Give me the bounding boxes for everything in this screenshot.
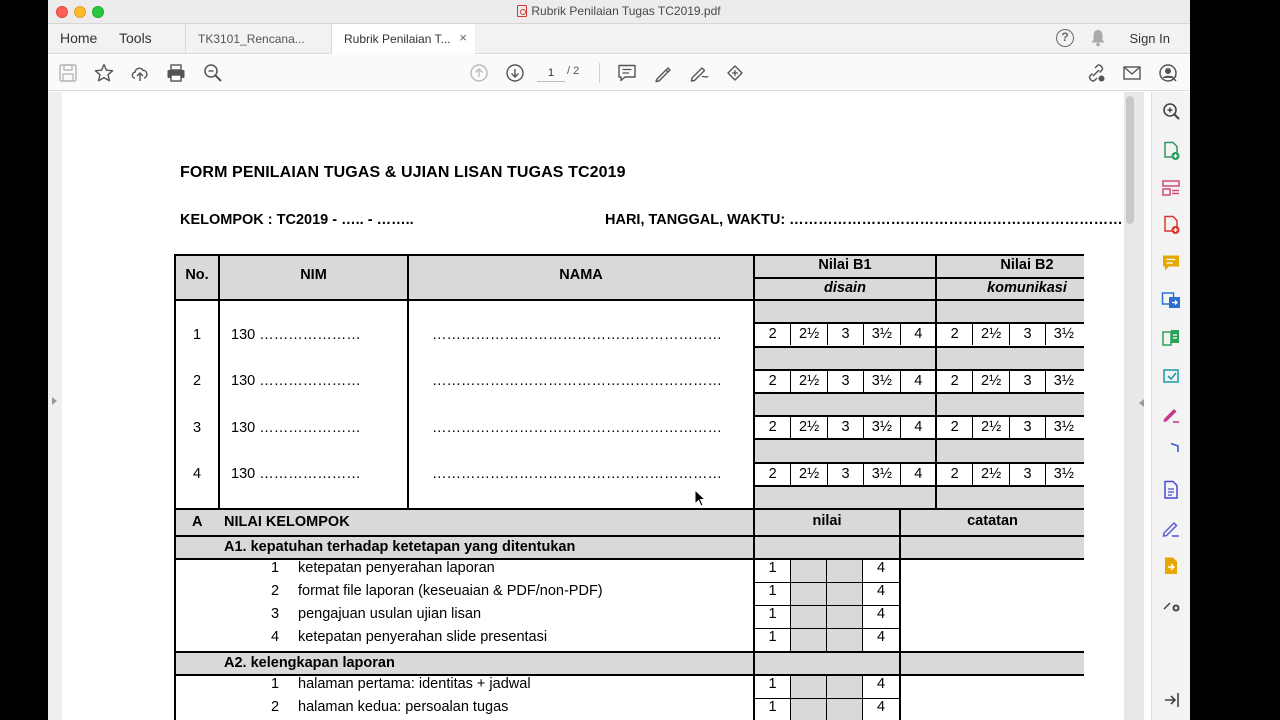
score-option-b2: 2 [936,416,972,438]
rule [174,535,1084,537]
share-link-icon[interactable] [1085,62,1107,84]
score-option-b2: 2½ [972,416,1008,438]
item-number: 1 [270,560,280,576]
item-max-score: 4 [876,699,886,715]
highlight-pen-icon[interactable] [652,62,674,84]
header-nim: NIM [300,267,327,283]
score-band [754,300,1084,322]
score-option-b1: 3½ [863,463,899,485]
item-max-score: 4 [876,583,886,599]
help-icon[interactable]: ? [1056,29,1074,47]
combine-files-icon[interactable] [1160,289,1182,311]
score-option-b1: 3 [827,463,863,485]
item-min-score: 1 [768,629,777,645]
score-option-b1: 3 [827,323,863,345]
grading-table [174,254,1084,720]
rule [754,392,1084,394]
organize-pages-icon[interactable] [1160,177,1182,199]
pdf-icon[interactable] [1160,479,1182,501]
send-for-signature-icon[interactable] [1160,365,1182,387]
kelompok-field: KELOMPOK : TC2019 - ….. - …….. [180,212,414,228]
rule [174,254,176,720]
student-nama: …………………………………………………… [432,466,722,482]
acrobat-window [48,0,1190,720]
sign-icon[interactable] [1160,517,1182,539]
hari-tanggal-waktu-field: HARI, TANGGAL, WAKTU: …………………………………………………………… [605,212,1123,228]
score-option-b2: 2½ [972,323,1008,345]
tools-menu[interactable]: Tools [119,30,152,46]
tab-label: TK3101_Rencana... [198,32,305,46]
rule [174,299,1084,301]
more-tools-icon[interactable] [1160,592,1182,614]
score-option-b2: 2 [936,323,972,345]
item-text: pengajuan usulan ujian lisan [298,606,482,622]
zoom-icon[interactable] [1160,100,1182,122]
student-no: 3 [192,420,202,436]
student-nim: 130 ………………… [231,373,361,389]
a1-label: A1. kepatuhan terhadap ketetapan yang ditentukan [224,539,576,555]
score-option-b2: 3 [1009,416,1045,438]
account-icon[interactable] [1157,62,1179,84]
bell-icon[interactable] [1090,29,1106,52]
score-band [754,486,1084,509]
item-min-score: 1 [768,699,777,715]
header-nama: NAMA [559,267,603,283]
item-max-score: 4 [876,629,886,645]
score-option-b2: 3 [1009,323,1045,345]
item-number: 2 [270,583,280,599]
score-option-b1: 4 [900,416,936,438]
student-nama: …………………………………………………… [432,420,722,436]
score-option-b2: 2½ [972,463,1008,485]
item-number: 3 [270,606,280,622]
item-min-score: 1 [768,676,777,692]
item-text: halaman kedua: persoalan tugas [298,699,509,715]
item-min-score: 1 [768,583,777,599]
section-a-label: NILAI KELOMPOK [224,514,350,530]
draw-icon[interactable] [688,62,710,84]
student-nama: …………………………………………………… [432,327,722,343]
student-nama: …………………………………………………… [432,373,722,389]
home-menu[interactable]: Home [60,30,98,46]
rule [754,438,1084,440]
tab-rubrik[interactable] [331,24,475,54]
page-total: / 2 [567,65,580,77]
page-number-input[interactable]: 1 [537,64,565,82]
score-option-b1: 4 [900,463,936,485]
rule [218,254,220,510]
email-icon[interactable] [1121,62,1143,84]
create-pdf-icon[interactable] [1160,140,1182,162]
header-nilai-b2: Nilai B2 [1000,257,1054,273]
item-min-score: 1 [768,606,777,622]
rule [826,675,827,720]
student-no: 2 [192,373,202,389]
score-option-b1: 2½ [790,463,826,485]
sign-in-link[interactable]: Sign In [1129,31,1170,46]
document-viewer[interactable] [48,92,1144,720]
score-option-b1: 3 [827,370,863,392]
form-title: FORM PENILAIAN TUGAS & UJIAN LISAN TUGAS TC2019 [180,164,626,181]
score-option-b1: 2 [754,416,790,438]
vertical-scrollbar[interactable] [1126,96,1134,224]
score-option-b2: 3½ [1045,463,1081,485]
pdf-file-icon [517,5,527,17]
nilai-header: nilai [812,513,842,529]
rule [754,346,1084,348]
item-text: ketepatan penyerahan slide presentasi [298,629,548,645]
print-icon[interactable] [165,62,187,84]
student-no: 4 [192,466,202,482]
catatan-header: catatan [967,513,1018,529]
score-band [754,393,1084,416]
rule [174,651,1084,653]
item-number: 2 [270,699,280,715]
score-band [754,347,1084,370]
item-number: 1 [270,676,280,692]
score-option-b1: 2½ [790,370,826,392]
item-min-score: 1 [768,560,777,576]
score-option-b1: 2½ [790,416,826,438]
bookmark-star-icon[interactable] [93,62,115,84]
rule [754,485,1084,487]
page-up-icon[interactable] [468,62,490,84]
score-option-b2: 3 [1009,370,1045,392]
section-a-letter: A [192,514,203,530]
score-option-b2: 2 [936,463,972,485]
item-number: 4 [270,629,280,645]
item-max-score: 4 [876,606,886,622]
comment-icon[interactable] [616,62,638,84]
student-nim: 130 ………………… [231,466,361,482]
score-option-b1: 2 [754,370,790,392]
score-option-b1: 4 [900,370,936,392]
student-no: 1 [192,327,202,343]
score-option-b1: 2 [754,463,790,485]
score-option-b1: 3½ [863,323,899,345]
window-title [48,4,1190,18]
close-tab-icon[interactable]: × [459,30,467,45]
student-nim: 130 ………………… [231,420,361,436]
rule [826,559,827,651]
item-text: format file laporan (keseuaian & PDF/non-PDF) [298,583,603,599]
upload-icon[interactable] [129,62,151,84]
page-down-icon[interactable] [504,62,526,84]
zoom-search-icon[interactable] [202,62,224,84]
rule [174,508,1084,510]
rule [790,675,791,720]
item-max-score: 4 [876,560,886,576]
rule [899,510,901,720]
score-option-b1: 3½ [863,416,899,438]
protect-icon[interactable] [1160,441,1182,463]
score-band [754,439,1084,462]
rule [754,277,1084,279]
tab-label: Rubrik Penilaian T... [344,32,451,46]
send-file-icon[interactable] [1160,555,1182,577]
score-option-b1: 2½ [790,323,826,345]
item-text: ketepatan penyerahan laporan [298,560,495,576]
score-option-b1: 3 [827,416,863,438]
rule [790,559,791,651]
header-b2-komunikasi: komunikasi [987,280,1067,296]
score-option-b1: 3½ [863,370,899,392]
mouse-cursor-icon [694,489,706,507]
item-max-score: 4 [876,676,886,692]
edit-pdf-icon[interactable] [1160,327,1182,349]
expand-left-panel-icon[interactable] [52,397,57,405]
tools-panel [1151,92,1190,720]
score-option-b2: 2½ [972,370,1008,392]
left-panel-toggle[interactable] [48,92,62,720]
score-option-b1: 2 [754,323,790,345]
export-pdf-icon[interactable] [1160,214,1182,236]
header-no: No. [185,267,209,283]
score-option-b1: 4 [900,323,936,345]
score-option-b2: 3½ [1045,323,1081,345]
comment-tool-icon[interactable] [1160,252,1182,274]
rule [407,254,409,510]
score-option-b2: 3½ [1045,416,1081,438]
fill-sign-icon[interactable] [1160,403,1182,425]
pdf-page [62,92,1124,720]
header-nilai-b1: Nilai B1 [818,257,872,273]
window-title-text: Rubrik Penilaian Tugas TC2019.pdf [531,4,721,18]
collapse-panel-icon[interactable] [1160,689,1182,711]
score-option-b2: 2 [936,370,972,392]
tab-rencana[interactable] [185,24,329,54]
student-nim: 130 ………………… [231,327,361,343]
score-option-b2: 3 [1009,463,1045,485]
save-icon[interactable] [57,62,79,84]
stamp-icon[interactable] [724,62,746,84]
header-b1-disain: disain [824,280,866,296]
toolbar [48,55,1190,91]
collapse-right-panel-icon[interactable] [1139,399,1144,407]
title-bar [48,0,1190,24]
toolbar-divider [599,63,600,83]
menu-bar [48,24,1190,54]
item-text: halaman pertama: identitas + jadwal [298,676,531,692]
a2-label: A2. kelengkapan laporan [224,655,395,671]
rule [174,254,1084,256]
score-option-b2: 3½ [1045,370,1081,392]
